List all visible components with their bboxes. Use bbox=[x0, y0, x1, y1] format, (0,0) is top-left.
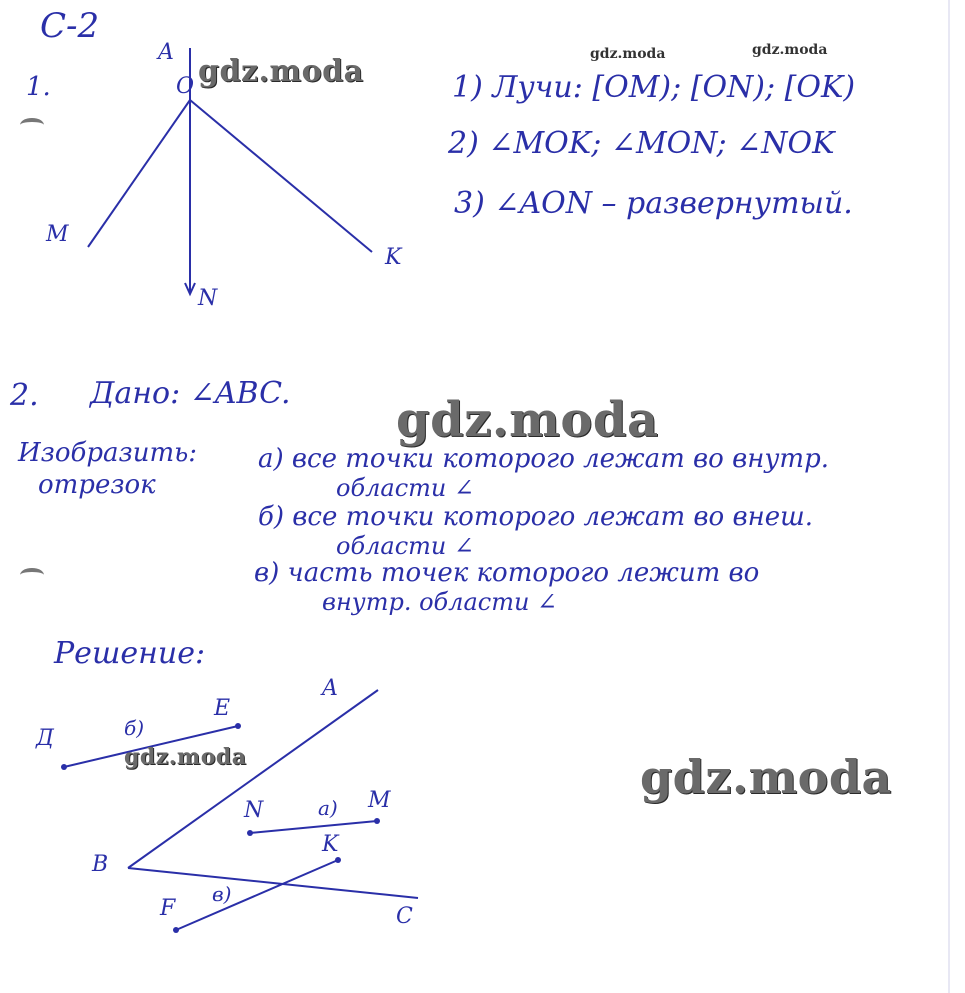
label-M: M bbox=[46, 222, 69, 247]
watermark: gdz.moda bbox=[124, 744, 247, 770]
watermark: gdz.moda bbox=[396, 392, 659, 448]
label-A2: A bbox=[322, 676, 338, 701]
label-N: N bbox=[198, 286, 218, 311]
task2-number: 2. bbox=[10, 378, 39, 413]
task2-given: Дано: ∠ABC. bbox=[90, 376, 291, 411]
task2-item-a-line2: области ∠ bbox=[336, 474, 475, 502]
task1-answer-1: 1) Лучи: [OM); [ON); [OK) bbox=[452, 70, 856, 105]
ray-BC bbox=[128, 868, 418, 898]
task2-item-v-line1: в) часть точек которого лежит во bbox=[254, 558, 760, 588]
task2-item-v-line2: внутр. области ∠ bbox=[322, 588, 558, 616]
task2-segment-word: отрезок bbox=[38, 470, 156, 500]
label-K2: K bbox=[322, 832, 339, 857]
ray-OM bbox=[88, 100, 190, 247]
point-D bbox=[61, 764, 67, 770]
ray-OK bbox=[190, 100, 372, 252]
task2-item-b-line1: б) все точки которого лежат во внеш. bbox=[258, 502, 813, 532]
point-N bbox=[247, 830, 253, 836]
label-O: O bbox=[176, 74, 195, 99]
page-title: С-2 bbox=[40, 6, 100, 46]
point-E bbox=[235, 723, 241, 729]
task2-item-b-line2: области ∠ bbox=[336, 532, 475, 560]
task2-depict: Изобразить: bbox=[18, 438, 198, 468]
label-D: Д bbox=[36, 726, 54, 751]
segment-FK bbox=[176, 860, 338, 930]
label-a: а) bbox=[318, 796, 338, 820]
label-A: A bbox=[158, 40, 174, 65]
segment-NM bbox=[250, 821, 377, 833]
label-E: E bbox=[214, 696, 231, 721]
watermark-small: gdz.moda bbox=[590, 46, 666, 62]
watermark: gdz.moda bbox=[198, 54, 364, 89]
ray-BA bbox=[128, 690, 378, 868]
task1-answer-2: 2) ∠MOK; ∠MON; ∠NOK bbox=[448, 126, 835, 161]
task1-number: 1. bbox=[26, 72, 51, 102]
task2-item-a-line1: а) все точки которого лежат во внутр. bbox=[258, 444, 829, 474]
task1-answer-3: 3) ∠AON – развернутый. bbox=[454, 186, 853, 221]
watermark-small: gdz.moda bbox=[752, 42, 828, 58]
label-M2: M bbox=[368, 788, 391, 813]
label-K: K bbox=[385, 245, 402, 270]
label-v: в) bbox=[212, 882, 232, 906]
point-K bbox=[335, 857, 341, 863]
label-b: б) bbox=[124, 716, 145, 740]
point-M bbox=[374, 818, 380, 824]
point-F bbox=[173, 927, 179, 933]
watermark: gdz.moda bbox=[640, 750, 892, 804]
solution-heading: Решение: bbox=[54, 636, 206, 671]
label-C: C bbox=[396, 904, 413, 929]
label-N2: N bbox=[244, 798, 264, 823]
label-F: F bbox=[160, 896, 176, 921]
label-B: B bbox=[92, 852, 109, 877]
